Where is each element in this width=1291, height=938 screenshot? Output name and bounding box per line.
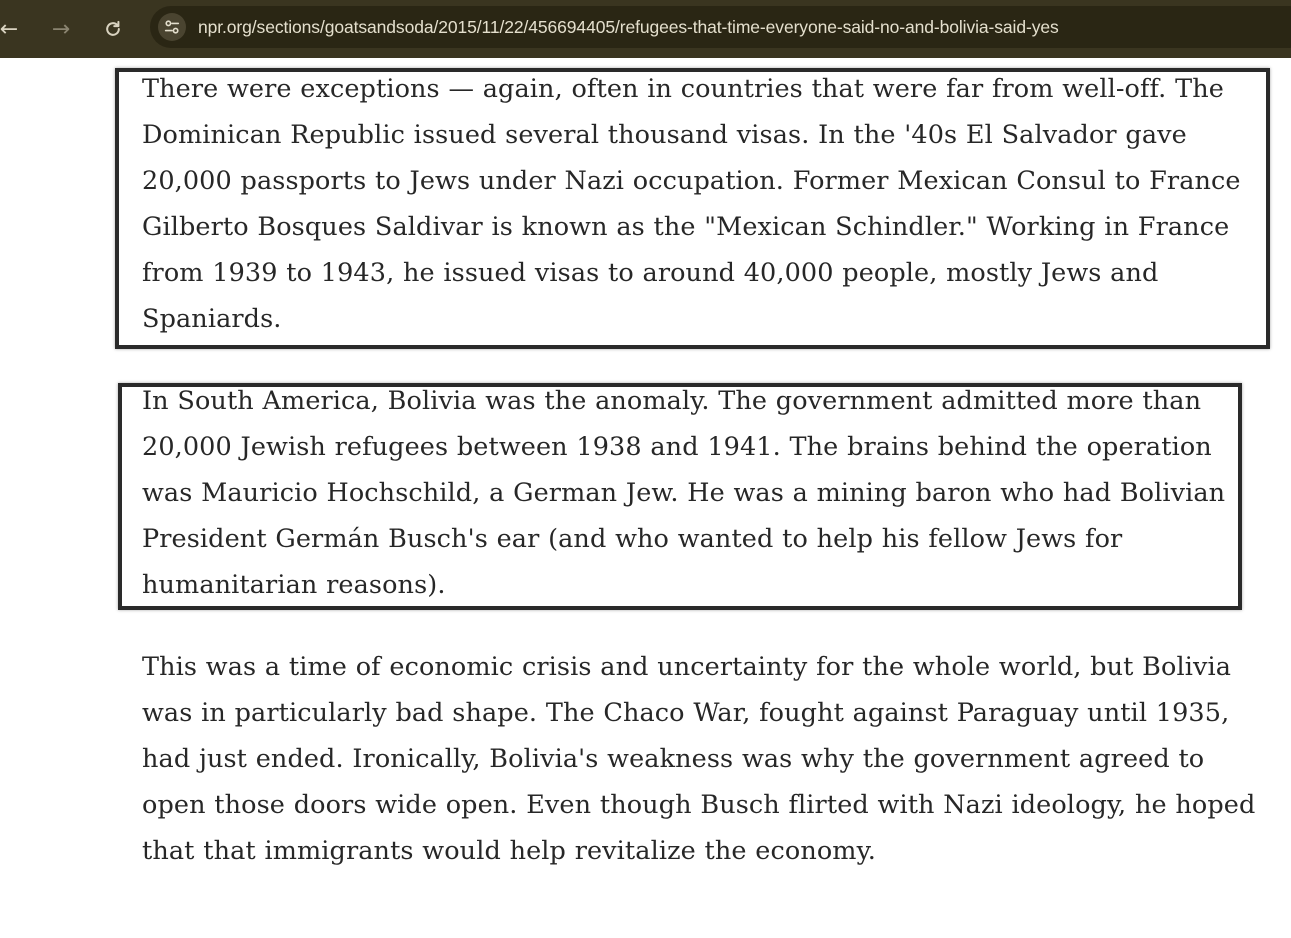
browser-toolbar: [0, 0, 1291, 58]
article-paragraph: There were exceptions — again, often in countries that were far from well-off. The Dominican Republic issued several thousand visas. In the '40s El Salvador gave 20,000 passports to Jews under Nazi occupation. Former Mexican Consul to France Gilberto Bosques Saldivar is known as the "Mexican Schindler." Working in France from 1939 to 1943, he issued visas to around 40,000 people, mostly Jews and Spaniards.: [142, 74, 1241, 334]
arrow-right-icon: →: [51, 16, 71, 42]
article-body: [0, 58, 1291, 938]
back-button[interactable]: [0, 12, 26, 46]
article-paragraph: In South America, Bolivia was the anomaly. The government admitted more than 20,000 Jewish refugees between 1938 and 1941. The brains behind the operation was Mauricio Hochschild, a German Jew. He was a mining baron who had Bolivian President Germán Busch's ear (and who wanted to help his fellow Jews for humanitarian reasons).: [142, 386, 1226, 600]
reload-icon: [103, 19, 123, 39]
site-info-button[interactable]: [158, 13, 186, 41]
article-paragraph: This was a time of economic crisis and uncertainty for the whole world, but Bolivia was in particularly bad shape. The Chaco War, fought against Paraguay until 1935, had just ended. Ironically, Bolivia's weakness was why the government agreed to open those doors wide open. Even though Busch flirted with Nazi ideology, he hoped that that immigrants would help revitalize the economy.: [142, 652, 1256, 866]
url-text[interactable]: npr.org/sections/goatsandsoda/2015/11/22/456694405/refugees-that-time-everyone-said-no-and-bolivia-said-yes: [198, 17, 1059, 37]
forward-button[interactable]: [44, 12, 78, 46]
tune-icon: [163, 18, 181, 36]
arrow-left-icon: ←: [0, 16, 19, 42]
address-bar[interactable]: [150, 6, 1291, 48]
reload-button[interactable]: [96, 12, 130, 46]
